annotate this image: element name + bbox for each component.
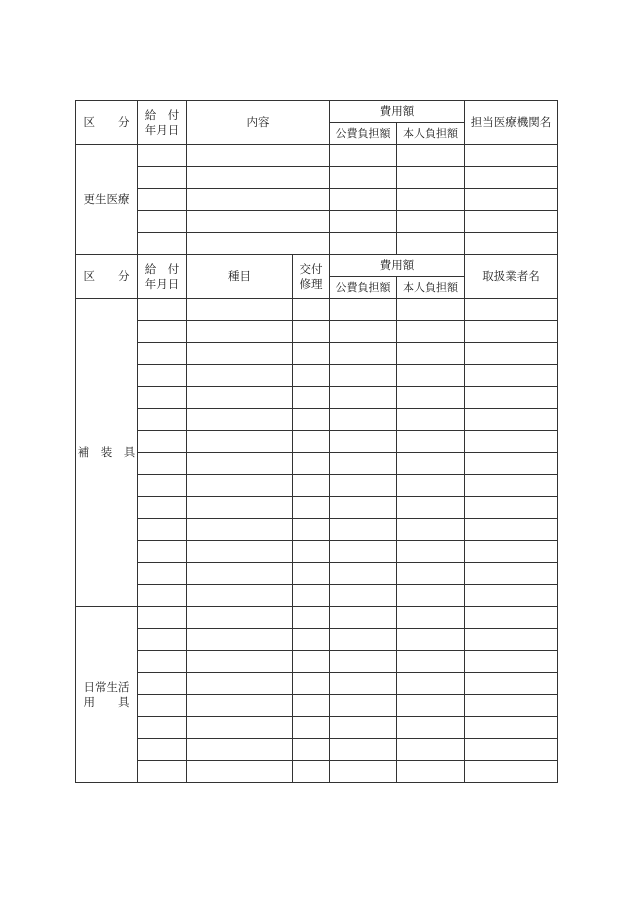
- cell-date[interactable]: [138, 453, 187, 475]
- cell-vendor[interactable]: [465, 299, 558, 321]
- cell-public[interactable]: [330, 497, 397, 519]
- table-row: [76, 695, 558, 717]
- cell-issue-repair[interactable]: [293, 475, 330, 497]
- cell-public[interactable]: [330, 431, 397, 453]
- cell-self[interactable]: [397, 453, 465, 475]
- cell-self[interactable]: [397, 343, 465, 365]
- cell-public[interactable]: [330, 321, 397, 343]
- cell-date[interactable]: [138, 519, 187, 541]
- header-cost-2: 費用額: [330, 255, 465, 277]
- cell-self[interactable]: [397, 673, 465, 695]
- cell-self[interactable]: [397, 321, 465, 343]
- cell-vendor[interactable]: [465, 453, 558, 475]
- cell-kind[interactable]: [187, 387, 293, 409]
- cell-kind[interactable]: [187, 497, 293, 519]
- cell-self[interactable]: [397, 585, 465, 607]
- cell-date[interactable]: [138, 145, 187, 167]
- cell-public[interactable]: [330, 585, 397, 607]
- table-row: [76, 365, 558, 387]
- cell-public[interactable]: [330, 211, 397, 233]
- cell-vendor[interactable]: [465, 717, 558, 739]
- cell-vendor[interactable]: [465, 607, 558, 629]
- cell-kind[interactable]: [187, 453, 293, 475]
- cell-kind[interactable]: [187, 409, 293, 431]
- header-kubun: 区 分: [76, 101, 138, 145]
- table-row: [76, 519, 558, 541]
- header-self-cost-2: 本人負担額: [397, 277, 465, 299]
- category-medical: 更生医療: [76, 145, 138, 255]
- cell-issue-repair[interactable]: [293, 629, 330, 651]
- cell-public[interactable]: [330, 453, 397, 475]
- cell-public[interactable]: [330, 695, 397, 717]
- cell-self[interactable]: [397, 431, 465, 453]
- cell-public[interactable]: [330, 409, 397, 431]
- cell-agency[interactable]: [465, 167, 558, 189]
- cell-public[interactable]: [330, 189, 397, 211]
- cell-issue-repair[interactable]: [293, 409, 330, 431]
- cell-date[interactable]: [138, 387, 187, 409]
- cell-issue-repair[interactable]: [293, 497, 330, 519]
- cell-vendor[interactable]: [465, 365, 558, 387]
- cell-date[interactable]: [138, 431, 187, 453]
- cell-kind[interactable]: [187, 607, 293, 629]
- category-prosthesis-label: 補 装 具: [77, 445, 136, 460]
- cell-issue-repair[interactable]: [293, 695, 330, 717]
- table-row: [76, 475, 558, 497]
- cell-vendor[interactable]: [465, 519, 558, 541]
- cell-content[interactable]: [187, 145, 330, 167]
- header-kind: 種目: [187, 255, 293, 299]
- cell-public[interactable]: [330, 475, 397, 497]
- cell-vendor[interactable]: [465, 475, 558, 497]
- category-daily-living: [76, 607, 138, 783]
- cell-issue-repair[interactable]: [293, 651, 330, 673]
- cell-kind[interactable]: [187, 475, 293, 497]
- cell-issue-repair[interactable]: [293, 299, 330, 321]
- cell-issue-repair[interactable]: [293, 585, 330, 607]
- cell-agency[interactable]: [465, 233, 558, 255]
- table-row: [76, 145, 558, 167]
- table-row: [76, 387, 558, 409]
- cell-issue-repair[interactable]: [293, 761, 330, 783]
- cell-self[interactable]: [397, 607, 465, 629]
- cell-agency[interactable]: [465, 145, 558, 167]
- cell-public[interactable]: [330, 541, 397, 563]
- cell-vendor[interactable]: [465, 387, 558, 409]
- cell-issue-repair[interactable]: [293, 343, 330, 365]
- cell-public[interactable]: [330, 387, 397, 409]
- cell-public[interactable]: [330, 739, 397, 761]
- cell-vendor[interactable]: [465, 343, 558, 365]
- cell-self[interactable]: [397, 497, 465, 519]
- table-row: [76, 497, 558, 519]
- cell-public[interactable]: [330, 761, 397, 783]
- table-row: [76, 211, 558, 233]
- cell-issue-repair[interactable]: [293, 541, 330, 563]
- cell-self[interactable]: [397, 695, 465, 717]
- cell-kind[interactable]: [187, 651, 293, 673]
- cell-issue-repair[interactable]: [293, 453, 330, 475]
- category-daily-line2: 用 具: [83, 694, 130, 709]
- table-row: [76, 189, 558, 211]
- cell-date[interactable]: [138, 321, 187, 343]
- cell-self[interactable]: [397, 409, 465, 431]
- table-row: [76, 299, 558, 321]
- cell-issue-repair[interactable]: [293, 365, 330, 387]
- cell-public[interactable]: [330, 673, 397, 695]
- cell-vendor[interactable]: [465, 541, 558, 563]
- category-prosthesis: [76, 299, 138, 607]
- cell-kind[interactable]: [187, 761, 293, 783]
- cell-date[interactable]: [138, 739, 187, 761]
- cell-content[interactable]: [187, 233, 330, 255]
- cell-date[interactable]: [138, 233, 187, 255]
- header-issue-repair: [293, 255, 330, 299]
- cell-vendor[interactable]: [465, 321, 558, 343]
- header-issue-line2: 修理: [299, 276, 323, 291]
- cell-date[interactable]: [138, 497, 187, 519]
- cell-self[interactable]: [397, 541, 465, 563]
- cell-kind[interactable]: [187, 343, 293, 365]
- table-row: [76, 651, 558, 673]
- cell-public[interactable]: [330, 519, 397, 541]
- table-row: [76, 321, 558, 343]
- category-daily-line1: 日常生活: [83, 680, 130, 695]
- cell-self[interactable]: [397, 387, 465, 409]
- table-row: [76, 167, 558, 189]
- cell-kind[interactable]: [187, 431, 293, 453]
- cell-vendor[interactable]: [465, 629, 558, 651]
- header-public-cost-2: 公費負担額: [330, 277, 397, 299]
- cell-date[interactable]: [138, 541, 187, 563]
- cell-date[interactable]: [138, 717, 187, 739]
- cell-content[interactable]: [187, 167, 330, 189]
- cell-date[interactable]: [138, 299, 187, 321]
- cell-self[interactable]: [397, 717, 465, 739]
- cell-content[interactable]: [187, 211, 330, 233]
- header-date-line1: 給 付: [144, 108, 180, 123]
- cell-content[interactable]: [187, 189, 330, 211]
- cell-kind[interactable]: [187, 673, 293, 695]
- header-vendor: 取扱業者名: [465, 255, 558, 299]
- header-date-2-line1: 給 付: [144, 262, 180, 277]
- cell-self[interactable]: [397, 211, 465, 233]
- header-kubun-2: 区 分: [76, 255, 138, 299]
- header-date-2: [138, 255, 187, 299]
- cell-kind[interactable]: [187, 739, 293, 761]
- cell-date[interactable]: [138, 629, 187, 651]
- cell-self[interactable]: [397, 233, 465, 255]
- header-cost: 費用額: [330, 101, 465, 123]
- cell-date[interactable]: [138, 409, 187, 431]
- cell-kind[interactable]: [187, 541, 293, 563]
- cell-public[interactable]: [330, 343, 397, 365]
- table-row: [76, 541, 558, 563]
- cell-issue-repair[interactable]: [293, 607, 330, 629]
- header-self-cost: 本人負担額: [397, 123, 465, 145]
- cell-date[interactable]: [138, 673, 187, 695]
- cell-kind[interactable]: [187, 717, 293, 739]
- cell-issue-repair[interactable]: [293, 717, 330, 739]
- cell-date[interactable]: [138, 651, 187, 673]
- cell-vendor[interactable]: [465, 695, 558, 717]
- cell-public[interactable]: [330, 651, 397, 673]
- cell-vendor[interactable]: [465, 673, 558, 695]
- cell-issue-repair[interactable]: [293, 519, 330, 541]
- cell-issue-repair[interactable]: [293, 739, 330, 761]
- cell-issue-repair[interactable]: [293, 321, 330, 343]
- cell-issue-repair[interactable]: [293, 673, 330, 695]
- cell-self[interactable]: [397, 651, 465, 673]
- cell-public[interactable]: [330, 629, 397, 651]
- cell-agency[interactable]: [465, 211, 558, 233]
- table-row: [76, 607, 558, 629]
- cell-public[interactable]: [330, 563, 397, 585]
- header-public-cost: 公費負担額: [330, 123, 397, 145]
- header-issue-line1: 交付: [299, 262, 323, 277]
- cell-public[interactable]: [330, 717, 397, 739]
- cell-issue-repair[interactable]: [293, 563, 330, 585]
- header-date-line2: 年月日: [144, 122, 180, 137]
- cell-date[interactable]: [138, 475, 187, 497]
- cell-vendor[interactable]: [465, 761, 558, 783]
- header-agency: 担当医療機関名: [465, 101, 558, 145]
- cell-kind[interactable]: [187, 299, 293, 321]
- cell-date[interactable]: [138, 189, 187, 211]
- header-content: 内容: [187, 101, 330, 145]
- table-row: [76, 233, 558, 255]
- cell-vendor[interactable]: [465, 585, 558, 607]
- table-row: [76, 343, 558, 365]
- cell-self[interactable]: [397, 365, 465, 387]
- table-row: [76, 761, 558, 783]
- table-row: [76, 431, 558, 453]
- cell-public[interactable]: [330, 607, 397, 629]
- cell-date[interactable]: [138, 563, 187, 585]
- cell-vendor[interactable]: [465, 651, 558, 673]
- table-row: [76, 717, 558, 739]
- cell-date[interactable]: [138, 607, 187, 629]
- cell-kind[interactable]: [187, 695, 293, 717]
- cell-agency[interactable]: [465, 189, 558, 211]
- cell-self[interactable]: [397, 739, 465, 761]
- cell-kind[interactable]: [187, 585, 293, 607]
- cell-vendor[interactable]: [465, 431, 558, 453]
- header-date-2-line2: 年月日: [144, 276, 180, 291]
- cell-kind[interactable]: [187, 365, 293, 387]
- cell-self[interactable]: [397, 563, 465, 585]
- cell-date[interactable]: [138, 167, 187, 189]
- cell-date[interactable]: [138, 211, 187, 233]
- header-date: [138, 101, 187, 145]
- cell-self[interactable]: [397, 299, 465, 321]
- cell-self[interactable]: [397, 519, 465, 541]
- cell-self[interactable]: [397, 167, 465, 189]
- cell-vendor[interactable]: [465, 563, 558, 585]
- cell-kind[interactable]: [187, 629, 293, 651]
- cell-vendor[interactable]: [465, 409, 558, 431]
- table-row: [76, 453, 558, 475]
- cell-public[interactable]: [330, 167, 397, 189]
- cell-vendor[interactable]: [465, 497, 558, 519]
- cell-date[interactable]: [138, 343, 187, 365]
- table-row: [76, 563, 558, 585]
- cell-public[interactable]: [330, 145, 397, 167]
- cell-public[interactable]: [330, 233, 397, 255]
- cell-issue-repair[interactable]: [293, 387, 330, 409]
- cell-self[interactable]: [397, 629, 465, 651]
- cell-date[interactable]: [138, 695, 187, 717]
- cell-public[interactable]: [330, 299, 397, 321]
- cell-self[interactable]: [397, 761, 465, 783]
- cell-vendor[interactable]: [465, 739, 558, 761]
- table-row: [76, 585, 558, 607]
- cell-date[interactable]: [138, 585, 187, 607]
- cell-date[interactable]: [138, 761, 187, 783]
- table-row: [76, 739, 558, 761]
- cell-kind[interactable]: [187, 321, 293, 343]
- table-row: [76, 629, 558, 651]
- table-row: [76, 409, 558, 431]
- cell-self[interactable]: [397, 475, 465, 497]
- cell-self[interactable]: [397, 189, 465, 211]
- cell-date[interactable]: [138, 365, 187, 387]
- cell-kind[interactable]: [187, 563, 293, 585]
- benefit-record-form: [75, 100, 558, 783]
- cell-public[interactable]: [330, 365, 397, 387]
- cell-issue-repair[interactable]: [293, 431, 330, 453]
- cell-kind[interactable]: [187, 519, 293, 541]
- table-row: [76, 673, 558, 695]
- cell-self[interactable]: [397, 145, 465, 167]
